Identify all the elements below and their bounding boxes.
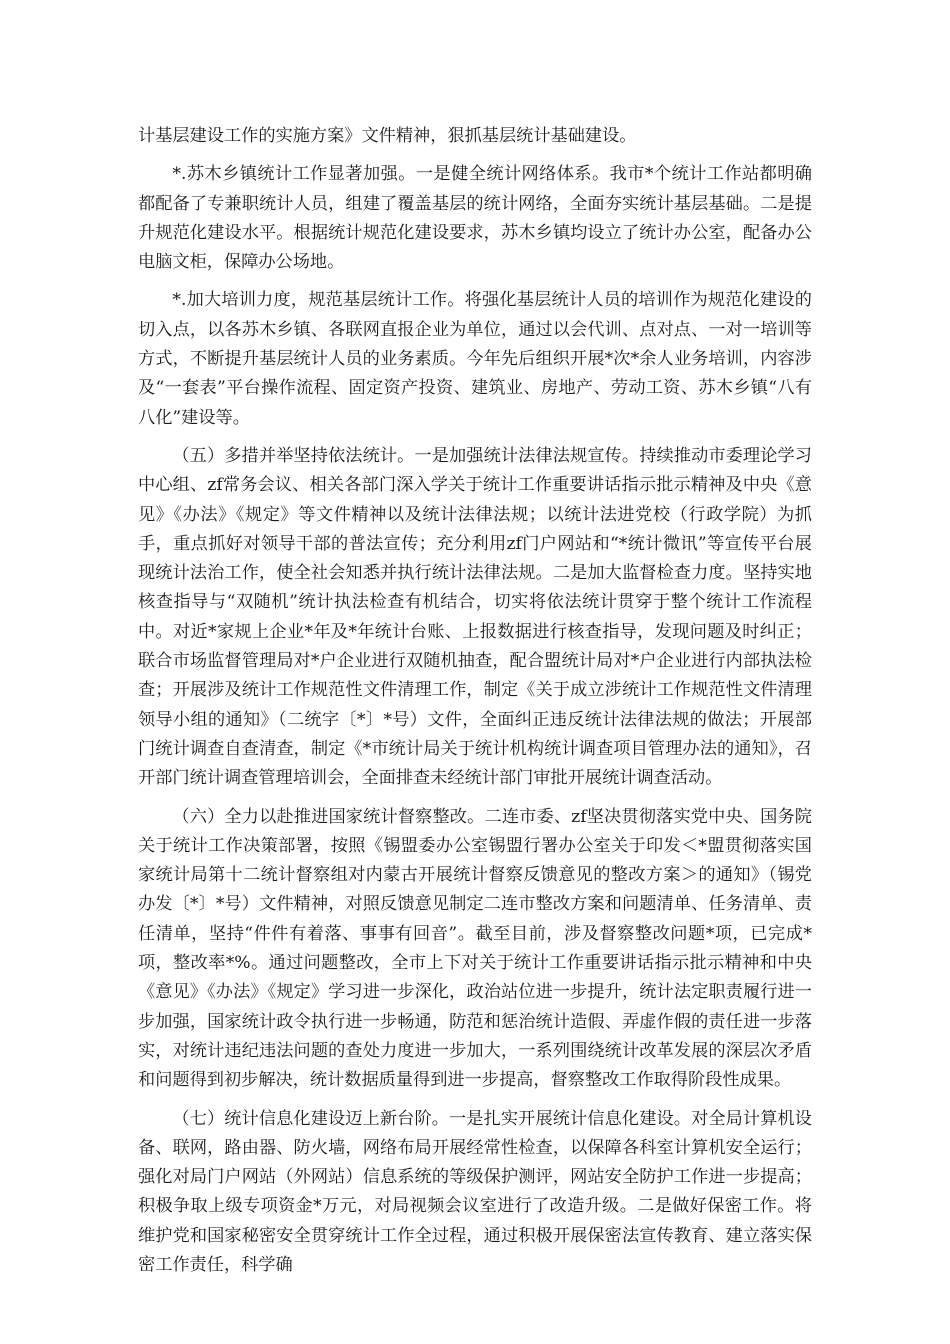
- paragraph-training: *.加大培训力度，规范基层统计工作。将强化基层统计人员的培训作为规范化建设的切入点，以各苏木乡镇、各联网直报企业为单位，通过以会代训、点对点、一对一培训等方式，不断提升基层统计人员的业务素质。今年先后组织开展*次*余人业务培训，内容涉及“一套表”平台操作流程、固定资产投资、建筑业、房地产、劳动工资、苏木乡镇“八有八化”建设等。: [138, 290, 812, 428]
- document-page: [138, 122, 812, 1289]
- paragraph-section-6: （六）全力以赴推进国家统计督察整改。二连市委、zf坚决贯彻落实党中央、国务院关于统计工作决策部署，按照《锡盟委办公室锡盟行署办公室关于印发＜*盟贯彻落实国家统计局第十二统计督察组对内蒙古开展统计督察反馈意见的整改方案＞的通知》（锡党办发〔*〕*号）文件精神，对照反馈意见制定二连市整改方案和问题清单、任务清单、责任清单，坚持“件件有着落、事事有回音”。截至目前，涉及督察整改问题*项，已完成*项，整改率*%。通过问题整改，全市上下对关于统计工作重要讲话指示批示精神和中央《意见》《办法》《规定》学习进一步深化，政治站位进一步提升，统计法定职责履行进一步加强，国家统计政令执行进一步畅通，防范和惩治统计造假、弄虚作假的责任进一步落实，对统计违纪违法问题的查处力度进一步加大，一系列围绕统计改革发展的深层次矛盾和问题得到初步解决，统计数据质量得到进一步提高，督察整改工作取得阶段性成果。: [138, 806, 812, 1091]
- paragraph-continuation: 计基层建设工作的实施方案》文件精神，狠抓基层统计基础建设。: [138, 126, 637, 146]
- paragraph-section-7: （七）统计信息化建设迈上新台阶。一是扎实开展统计信息化建设。对全局计算机设备、联网，路由器、防火墙，网络布局开展经常性检查，以保障各科室计算机安全运行；强化对局门户网站（外网站）信息系统的等级保护测评，网站安全防护工作进一步提高；积极争取上级专项资金*万元，对局视频会议室进行了改造升级。二是做好保密工作。将维护党和国家秘密安全贯穿统计工作全过程，通过积极开展保密法宣传教育、建立落实保密工作责任，科学确: [138, 1108, 812, 1275]
- paragraph-section-5: （五）多措并举坚持依法统计。一是加强统计法律法规宣传。持续推动市委理论学习中心组、zf常务会议、相关各部门深入学关于统计工作重要讲话指示批示精神及中央《意见》《办法》《规定》等文件精神以及统计法律法规；以统计法进党校（行政学院）为抓手，重点抓好对领导干部的普法宣传；充分利用zf门户网站和“*统计微讯”等宣传平台展现统计法治工作，使全社会知悉并执行统计法律法规。二是加大监督检查力度。坚持实地核查指导与“双随机”统计执法检查有机结合，切实将依法统计贯穿于整个统计工作流程中。对近*家规上企业*年及*年统计台账、上报数据进行核查指导，发现问题及时纠正；联合市场监督管理局对*户企业进行双随机抽查，配合盟统计局对*户企业进行内部执法检查；开展涉及统计工作规范性文件清理工作，制定《关于成立涉统计工作规范性文件清理领导小组的通知》（二统字〔*〕*号）文件，全面纠正违反统计法律法规的做法；开展部门统计调查自查清查，制定《*市统计局关于统计机构统计调查项目管理办法的通知》，召开部门统计调查管理培训会，全面排查未经统计部门审批开展统计调查活动。: [138, 445, 812, 789]
- paragraph-township-statistics: *.苏木乡镇统计工作显著加强。一是健全统计网络体系。我市*个统计工作站都明确都配备了专兼职统计人员，组建了覆盖基层的统计网络，全面夯实统计基层基础。二是提升规范化建设水平。根据统计规范化建设要求，苏木乡镇均设立了统计办公室，配备办公电脑文柜，保障办公场地。: [138, 164, 812, 273]
